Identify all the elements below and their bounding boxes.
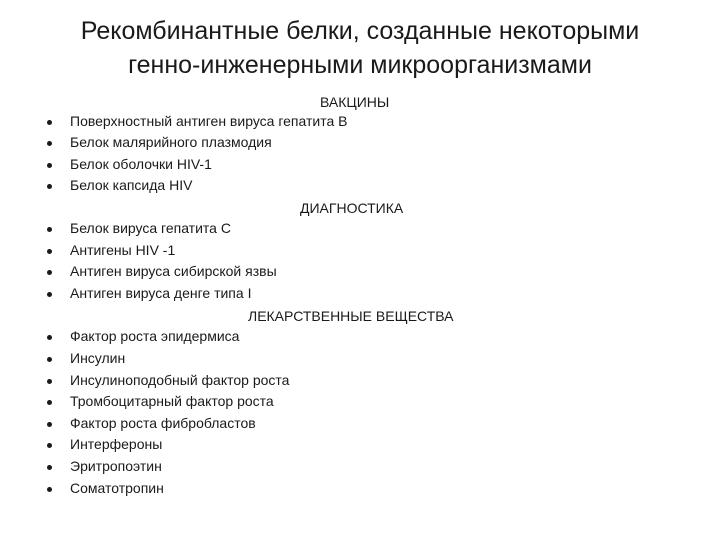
section-heading-vaccines: ВАКЦИНЫ: [320, 94, 390, 110]
bullet-icon: [47, 141, 52, 146]
list-item: [0, 154, 720, 175]
bullet-icon: [47, 292, 52, 297]
bullet-icon: [47, 227, 52, 232]
bullet-icon: [47, 357, 52, 362]
list-item: [0, 456, 720, 477]
list-item-text: Фактор роста фибробластов: [70, 415, 256, 431]
bullet-icon: [47, 335, 52, 340]
bullet-icon: [47, 270, 52, 275]
list-item: [0, 413, 720, 434]
list-item-text: Белок вируса гепатита С: [70, 220, 231, 236]
list-item-text: Инсулин: [70, 350, 126, 366]
list-item-text: Соматотропин: [70, 480, 164, 496]
section-heading-drugs: ЛЕКАРСТВЕННЫЕ ВЕЩЕСТВА: [248, 308, 454, 324]
list-item-text: Поверхностный антиген вируса гепатита В: [70, 113, 348, 129]
list-item-text: Антигены HIV -1: [70, 242, 176, 258]
list-item: [0, 132, 720, 153]
list-item-text: Интерфероны: [70, 436, 163, 452]
slide-title-line-1: Рекомбинантные белки, созданные некоторыми: [80, 17, 640, 45]
list-item: [0, 370, 720, 391]
list-item-text: Тромбоцитарный фактор роста: [70, 393, 274, 409]
list-item-text: Инсулиноподобный фактор роста: [70, 372, 290, 388]
list-item: [0, 175, 720, 196]
bullet-icon: [47, 379, 52, 384]
bullet-icon: [47, 163, 52, 168]
list-item-text: Белок малярийного плазмодия: [70, 134, 272, 150]
list-item-text: Фактор роста эпидермиса: [70, 328, 240, 344]
list-item: [0, 478, 720, 499]
list-item-text: Антиген вируса денге типа I: [70, 285, 252, 301]
bullet-icon: [47, 422, 52, 427]
list-item: [0, 283, 720, 304]
list-item-text: Антиген вируса сибирской язвы: [70, 263, 277, 279]
bullet-icon: [47, 400, 52, 405]
list-item: [0, 434, 720, 455]
list-item-text: Белок оболочки HIV-1: [70, 156, 212, 172]
bullet-icon: [47, 443, 52, 448]
slide-title-line-2: генно-инженерными микроорганизмами: [128, 51, 592, 79]
section-heading-diagnostics: ДИАГНОСТИКА: [300, 200, 404, 216]
list-item: [0, 261, 720, 282]
list-item-text: Эритропоэтин: [70, 458, 162, 474]
list-item: [0, 348, 720, 369]
list-item: [0, 218, 720, 239]
list-item: [0, 240, 720, 261]
bullet-icon: [47, 487, 52, 492]
bullet-icon: [47, 465, 52, 470]
list-item-text: Белок капсида HIV: [70, 177, 193, 193]
list-item: [0, 326, 720, 347]
bullet-icon: [47, 184, 52, 189]
bullet-icon: [47, 120, 52, 125]
list-item: [0, 111, 720, 132]
list-item: [0, 391, 720, 412]
bullet-icon: [47, 249, 52, 254]
